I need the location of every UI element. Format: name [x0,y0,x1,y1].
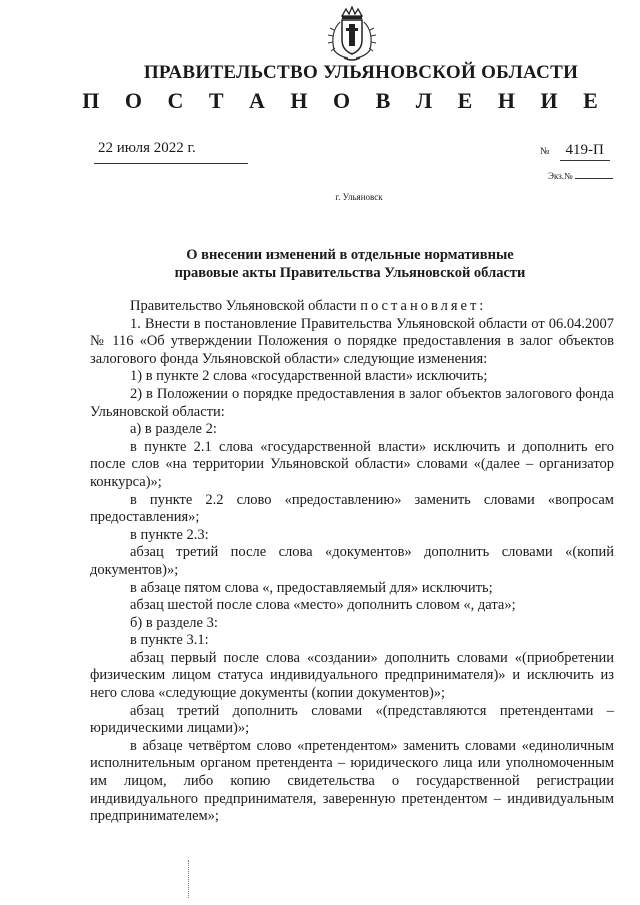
paragraph-1: 1. Внести в постановление Правительства Ульяновской области от 06.04.2007 № 116 «Об утверждении Положения о порядке предоставления в залог объектов залогового фонда Ульяновской области» следующие изменения: [90,315,614,367]
coat-of-arms-icon [322,6,382,62]
paragraph-11: б) в разделе 3: [130,614,218,631]
paragraph-4: а) в разделе 2: [130,421,217,438]
paragraph-6: в пункте 2.2 слово «предоставлению» заменить словами «вопросам предоставления»; [90,491,614,526]
intro-suffix: : [479,298,484,314]
intro-paragraph [90,298,614,316]
copy-number [548,171,613,181]
copy-label: Экз.№ [548,171,573,181]
number-sign: № [540,146,550,157]
paragraph-14: абзац третий дополнить словами «(представляются претендентами – юридическими лицами)»; [90,702,614,737]
subject-line-1: О внесении изменений в отдельные нормативные [186,247,514,263]
city: г. Ульяновск [335,192,383,202]
paragraph-8: абзац третий после слова «документов» дополнить словами «(копий документов)»; [90,544,614,578]
paragraph-3: 2) в Положении о порядке предоставления в залог объектов залогового фонда Ульяновской области: [90,385,614,420]
paragraph-13: абзац первый после слова «создании» дополнить словами «(приобретении физическим лицом статуса индивидуального предпринимателя)» и исключить из него слова «следующие документы (копии документов)»; [90,649,614,702]
number-value: 419-П [560,142,610,161]
document-subject [160,246,540,282]
date-underline [94,163,248,164]
paragraph-2: 1) в пункте 2 слова «государственной власти» исключить; [130,368,488,385]
intro-verb: постановляет [360,298,480,314]
paragraph-9: в абзаце пятом слова «, предоставляемый для» исключить; [130,579,493,596]
binding-mark [188,860,190,898]
document-date: 22 июля 2022 г. [98,140,196,156]
paragraph-15: в абзаце четвёртом слово «претендентом» заменить словами «единоличным исполнительным органом претендента – юридического лица или уполномоченным им лицом, либо копию свидетельства о государственной регистрации индивидуального предпринимателя, заверенную претендентом – индивидуальным предпринимателем»; [90,737,614,825]
paragraph-10: абзац шестой после слова «место» дополнить словом «, дата»; [130,597,516,614]
government-title: ПРАВИТЕЛЬСТВО УЛЬЯНОВСКОЙ ОБЛАСТИ [143,62,579,83]
paragraph-12: в пункте 3.1: [130,632,209,649]
copy-line [575,178,613,179]
subject-line-2: правовые акты Правительства Ульяновской области [174,265,526,281]
paragraph-7: в пункте 2.3: [130,526,209,543]
document-number [540,142,610,161]
intro-prefix: Правительство Ульяновской области [130,298,361,314]
document-type: П О С Т А Н О В Л Е Н И Е [82,88,608,113]
paragraph-5: в пункте 2.1 слова «государственной власти» исключить и дополнить его после слов «на территории Ульяновской области» словами «(далее – организатор конкурса)»; [90,438,614,490]
document-body [90,298,614,826]
